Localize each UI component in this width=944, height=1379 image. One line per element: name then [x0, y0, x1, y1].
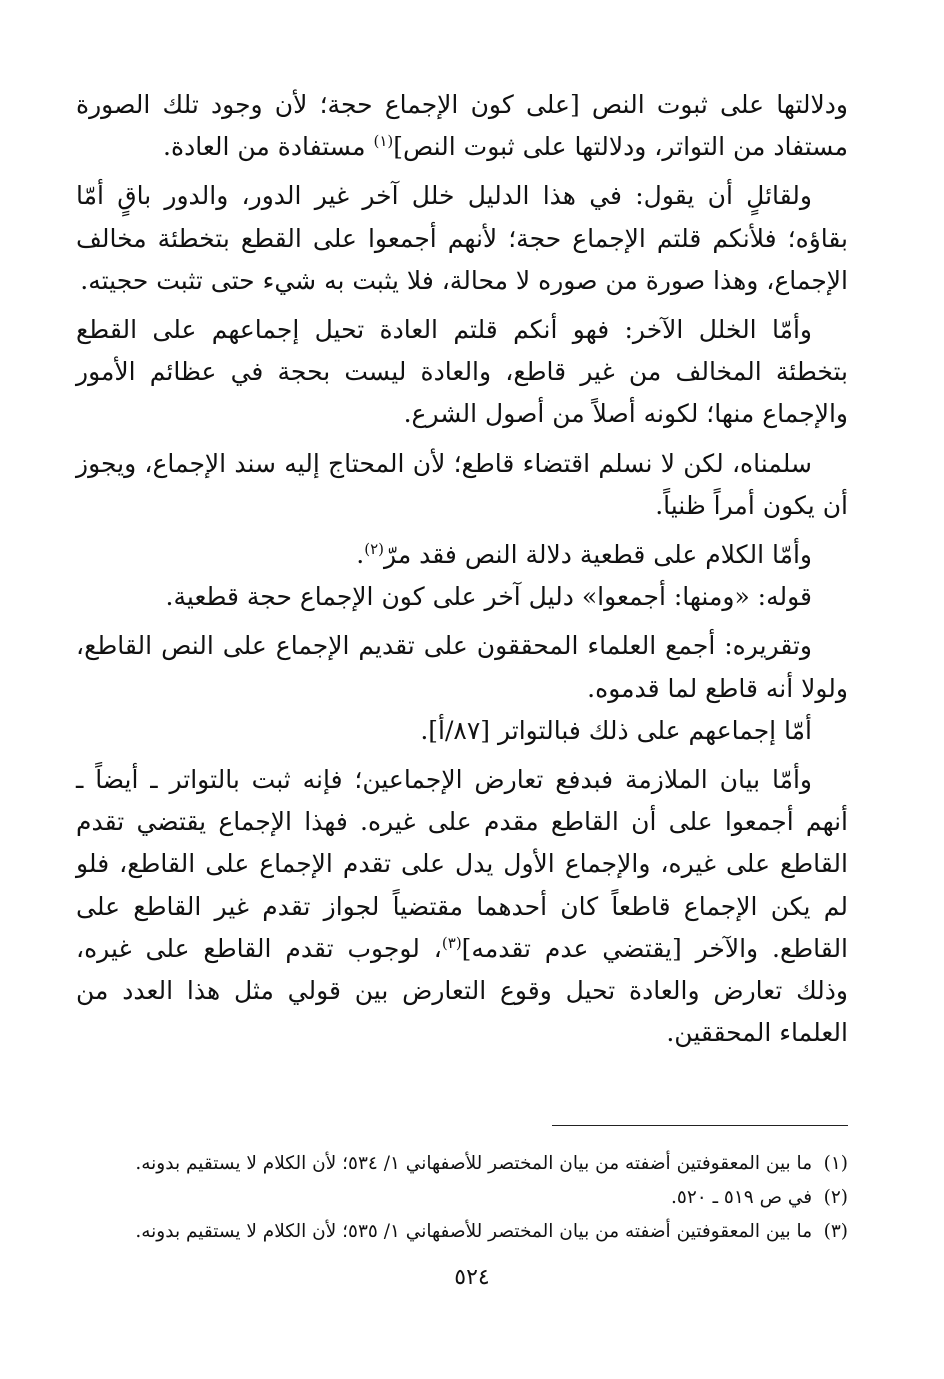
footnote-text: ما بين المعقوفتين أضفته من بيان المختصر للأصفهاني ١/ ٥٣٤؛ لأن الكلام لا يستقيم بدونه.: [135, 1153, 813, 1174]
paragraph-text: وأمّا الكلام على قطعية دلالة النص فقد مرّ: [384, 540, 812, 570]
footnote-separator: [552, 1125, 848, 1126]
footnote-number: (٢): [823, 1187, 848, 1208]
footnote-2: [76, 1181, 848, 1215]
paragraph-6: قوله: «ومنها: أجمعوا» دليل آخر على كون الإجماع حجة قطعية.: [165, 582, 812, 612]
paragraph-5: [76, 534, 848, 576]
footnote-ref-3: (٣): [441, 933, 462, 952]
paragraph-4: سلمناه، لكن لا نسلم اقتضاء قاطع؛ لأن المحتاج إليه سند الإجماع، ويجوز أن يكون أمراً ظنياً.: [76, 448, 848, 520]
paragraph-text: ودلالتها على ثبوت النص [على كون الإجماع حجة؛ لأن وجود تلك الصورة مستفاد من التواتر، ودلالتها على ثبوت النص]: [76, 90, 848, 162]
paragraph-text: مستفادة من العادة.: [163, 132, 374, 162]
footnote-3: [76, 1215, 848, 1249]
main-text: [76, 84, 848, 1061]
footnote-number: (٣): [823, 1221, 848, 1242]
footnote-text: ما بين المعقوفتين أضفته من بيان المختصر للأصفهاني ١/ ٥٣٥؛ لأن الكلام لا يستقيم بدونه.: [135, 1221, 813, 1242]
footnote-number: (١): [823, 1153, 848, 1174]
footnote-ref-2: (٢): [364, 540, 385, 559]
paragraph-2: ولقائلٍ أن يقول: في هذا الدليل خلل آخر غير الدور، والدور باقٍ أمّا بقاؤه؛ فلأنكم قلتم الإجماع حجة؛ لأنهم أجمعوا على القطع بتخطئة مخالف الإجماع، وهذا صورة من صوره لا محالة، فلا يثبت به شيء حتى تثبت حجيته.: [76, 181, 849, 295]
paragraph-1: [76, 84, 848, 168]
paragraph-text: .: [356, 540, 365, 570]
paragraph-3: وأمّا الخلل الآخر: فهو أنكم قلتم العادة تحيل إجماعهم على القطع بتخطئة المخالف من غير قاطع، والعادة ليست بحجة في عظائم الأمور والإجماع منها؛ لكونه أصلاً من أصول الشرع.: [76, 315, 848, 429]
paragraph-text: وأمّا بيان الملازمة فبدفع تعارض الإجماعين؛ فإنه ثبت بالتواتر ـ أيضاً ـ أنهم أجمعوا على أن القاطع مقدم على غيره. فهذا الإجماع يقتضي تقدم القاطع على غيره، والإجماع الأول يدل على تقدم الإجماع على القاطع، فلو لم يكن الإجماع قاطعاً كان أحدهما مقتضياً لجواز تقدم غير القاطع على القاطع. والآخر [يقتضي عدم تقدمه]: [76, 765, 849, 963]
footnote-1: [76, 1147, 848, 1181]
footnotes: [76, 1147, 848, 1249]
footnote-ref-1: (١): [373, 132, 394, 151]
paragraph-8: أمّا إجماعهم على ذلك فبالتواتر [٨٧/أ].: [420, 715, 812, 745]
paragraph-text: ، لوجوب تقدم القاطع على غيره، وذلك تعارض والعادة تحيل وقوع التعارض بين قولي مثل هذا العدد من العلماء المحققين.: [76, 933, 848, 1048]
paragraph-7: وتقريره: أجمع العلماء المحققون على تقديم الإجماع على النص القاطع، ولولا أنه قاطع لما قدموه.: [76, 631, 848, 703]
paragraph-9: [76, 759, 848, 1054]
footnote-text: في ص ٥١٩ ـ ٥٢٠.: [671, 1187, 813, 1208]
page-number: ٥٢٤: [454, 1265, 490, 1290]
